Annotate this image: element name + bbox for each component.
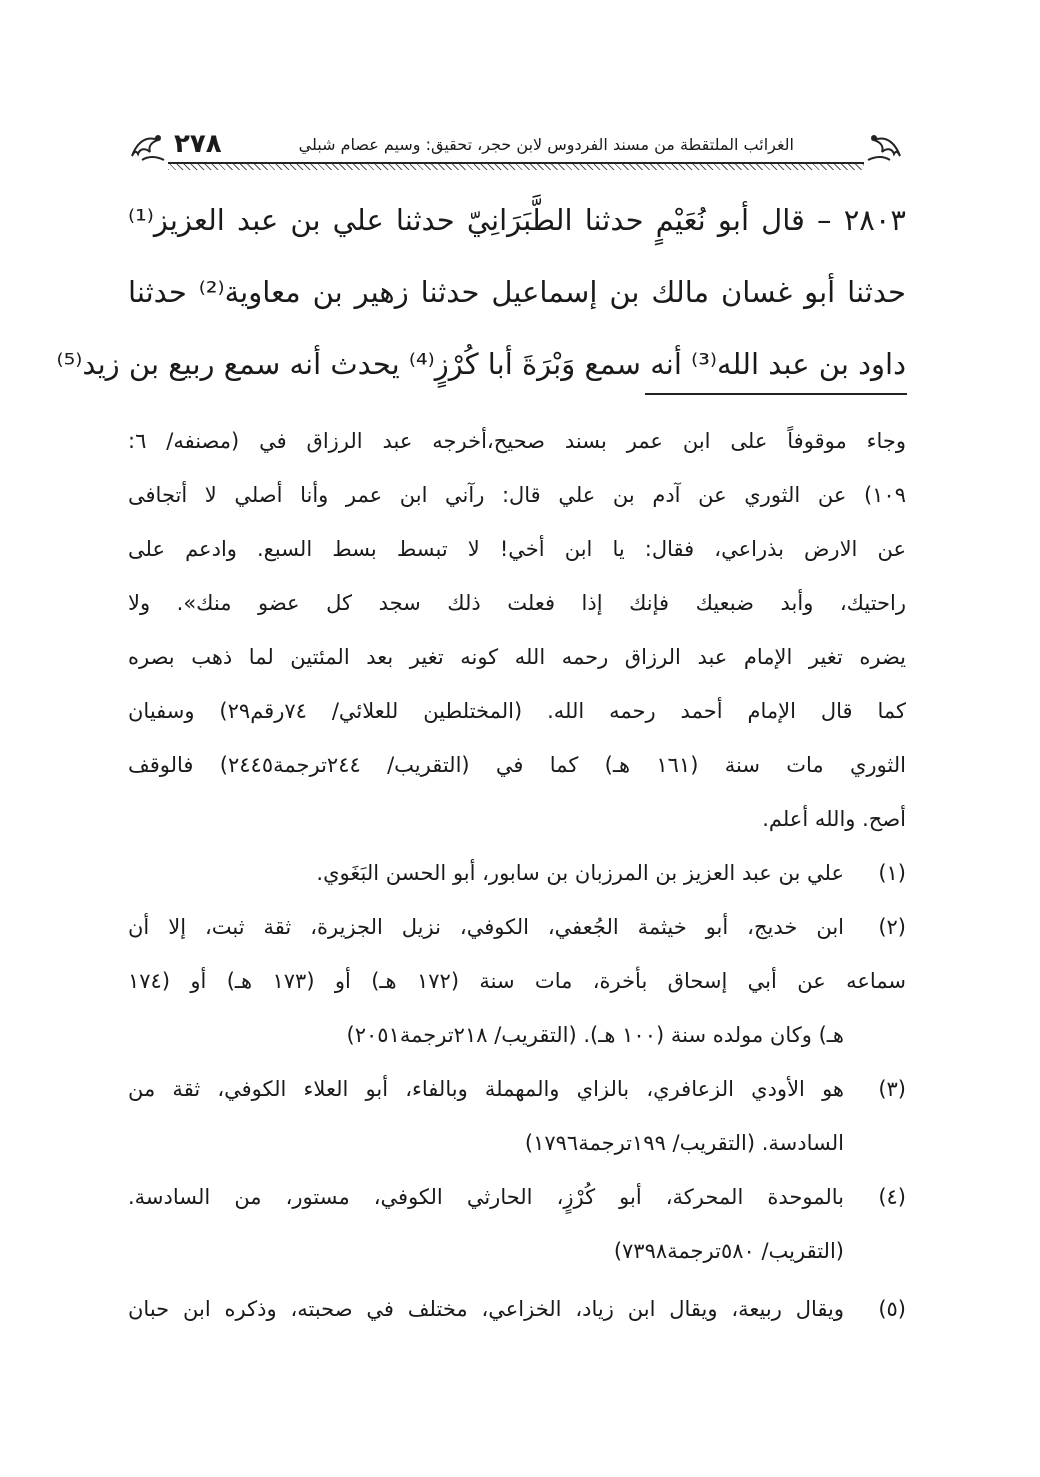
footnote-line: يضره تغير الإمام عبد الرزاق رحمه الله كونه تغير بعد المئتين لما ذهب بصره [128,645,906,669]
hadith-line: ٢٨٠٣ – قال أبو نُعَيْمٍ حدثنا الطَّبَرَانِيّ حدثنا علي بن عبد العزيز⁽¹⁾ [128,203,906,237]
ornament-right-icon [864,130,904,162]
footnote-line: السادسة. (التقريب/ ١٩٩ترجمة١٧٩٦) [524,1131,844,1155]
footnote-line: سماعه عن أبي إسحاق بأخرة، مات سنة (١٧٢ هـ) أو (١٧٣ هـ) أو (١٧٤ [128,969,907,993]
footnote-3 [128,1062,906,1170]
footnote-line: هـ) وكان مولده سنة (١٠٠ هـ). (التقريب/ ٢١٨ترجمة٢٠٥١) [346,1023,844,1047]
header-rule [168,162,864,170]
ornament-left-icon [128,130,168,162]
footnote-line: علي بن عبد العزيز بن المرزبان بن سابور، أبو الحسن البَغَوي. [316,861,844,885]
footnote-separator [645,393,907,395]
hadith-line: داود بن عبد الله⁽³⁾ أنه سمع وَبْرَةَ أبا كُرْزٍ⁽⁴⁾ يحدث أنه سمع ربيع بن زيد⁽⁵⁾ [56,347,906,381]
footnote-line: أصح. والله أعلم. [762,807,906,831]
footnote-5 [128,1282,906,1336]
footnote-line: ابن خديج، أبو خيثمة الجُعفي، الكوفي، نزيل الجزيرة، ثقة ثبت، إلا أن [128,915,844,939]
hadith-line: حدثنا أبو غسان مالك بن إسماعيل حدثنا زهير بن معاوية⁽²⁾ حدثنا [128,275,906,309]
footnote-marker: (٤) [878,1185,906,1209]
footnote-line: (التقريب/ ٥٨٠ترجمة٧٣٩٨) [613,1239,844,1263]
footnote-line: بالموحدة المحركة، أبو كُرْزٍ، الحارثي الكوفي، مستور، من السادسة. [128,1185,844,1209]
footnote-line: الثوري مات سنة (١٦١ هـ) كما في (التقريب/ ٢٤٤ترجمة٢٤٤٥) فالوقف [128,753,906,777]
footnote-marker: (١) [878,861,906,885]
footnote-line: ويقال ربيعة، ويقال ابن زياد، الخزاعي، مختلف في صحبته، وذكره ابن حبان [128,1297,844,1321]
footnote-line: ١٠٩) عن الثوري عن آدم بن علي قال: رآني ابن عمر وأنا أصلي لا أتجافى [128,483,906,507]
footnote-4 [128,1170,906,1278]
footnote-line: عن الارض بذراعي، فقال: يا ابن أخي! لا تبسط بسط السبع. وادعم على [128,537,906,561]
footnote-marker: (٢) [878,915,906,939]
running-title: الغرائب الملتقطة من مسند الفردوس لابن حجر، تحقيق: وسيم عصام شبلي [298,135,794,154]
footnote-line: هو الأودي الزعافري، بالزاي والمهملة وبالفاء، أبو العلاء الكوفي، ثقة من [128,1077,844,1101]
footnote-line: كما قال الإمام أحمد رحمه الله. (المختلطين للعلائي/ ٧٤رقم٢٩) وسفيان [128,699,906,723]
footnote-line: وجاء موقوفاً على ابن عمر بسند صحيح،أخرجه عبد الرزاق في (مصنفه/ ٦: [128,429,906,453]
footnote-marker: (٥) [878,1297,906,1321]
hadith-text [56,184,906,400]
footnote-line: راحتيك، وأبد ضبعيك فإنك إذا فعلت ذلك سجد كل عضو منك». ولا [128,591,906,615]
page-header [128,128,904,172]
page-number: ٢٧٨ [174,129,222,159]
footnote-2 [128,900,906,1062]
footnote-1 [128,846,906,900]
footnote-continuation [128,414,906,846]
footnote-marker: (٣) [878,1077,906,1101]
